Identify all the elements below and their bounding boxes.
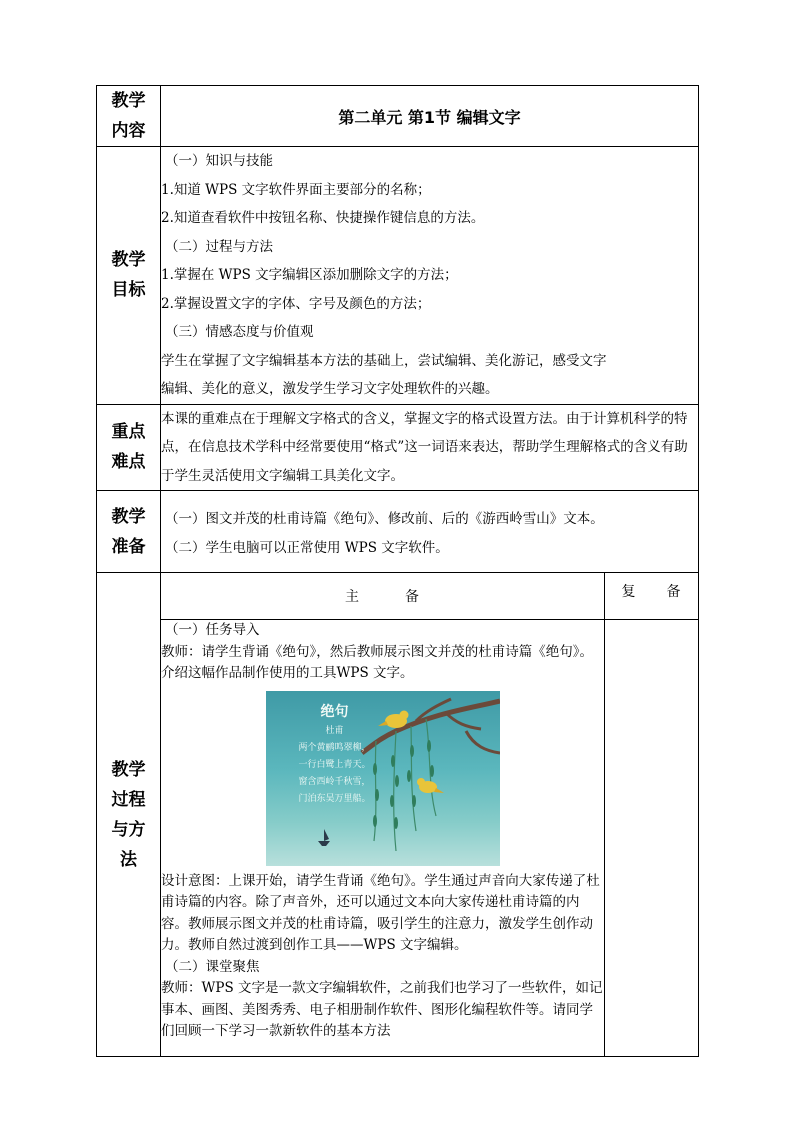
section-heading: （二）课堂聚焦 bbox=[165, 958, 260, 975]
keypoints-label bbox=[97, 404, 161, 491]
poem-line: 窗含西岭千秋雪， bbox=[298, 776, 371, 787]
objective-line: 编辑、美化的意义，激发学生学习文字处理软件的兴趣。 bbox=[161, 381, 499, 397]
poem-line: 门泊东吴万里船。 bbox=[298, 793, 371, 804]
process-paragraph: 教师：WPS 文字是一款文字编辑软件，之前我们也学习了一些软件，如记事本、画图、美图秀秀、电子相册制作软件、图形化编程软件等。请同学们回顾一下学习一款新软件的基本方法 bbox=[161, 980, 603, 1040]
objective-line: 学生在掌握了文字编辑基本方法的基础上，尝试编辑、美化游记，感受文字 bbox=[161, 352, 607, 369]
objective-line: 2.知道查看软件中按钮名称、快捷操作键信息的方法。 bbox=[161, 210, 485, 226]
label-line: 法 bbox=[120, 849, 137, 870]
lesson-title: 第二单元 第1节 编辑文字 bbox=[161, 86, 699, 147]
label-line: 教学 bbox=[111, 759, 146, 780]
objective-line: （三）情感态度与价值观 bbox=[165, 324, 314, 340]
objectives-content bbox=[161, 147, 699, 405]
label-line: 教学 bbox=[111, 250, 146, 271]
keypoints-content bbox=[161, 404, 699, 491]
objective-line: 1.知道 WPS 文字软件界面主要部分的名称； bbox=[161, 181, 431, 198]
label-line: 与方 bbox=[111, 819, 146, 840]
objective-line: （二）过程与方法 bbox=[165, 238, 273, 255]
preparation-label bbox=[97, 491, 161, 573]
preparation-line: （二）学生电脑可以正常使用 WPS 文字软件。 bbox=[165, 539, 449, 556]
poem-text bbox=[280, 701, 390, 808]
objective-line: 1.掌握在 WPS 文字编辑区添加删除文字的方法； bbox=[161, 267, 458, 283]
objective-line: （一）知识与技能 bbox=[165, 153, 273, 169]
preparation-line: （一）图文并茂的杜甫诗篇《绝句》、修改前、后的《游西岭雪山》文本。 bbox=[165, 511, 604, 528]
label-line: 内容 bbox=[111, 121, 146, 141]
keypoints-text: 本课的重难点在于理解文字格式的含义，掌握文字的格式设置方法。由于计算机科学的特点，在信息技术学科中经常要使用“格式”这一词语来表达，帮助学生理解格式的含义有助于学生灵活使用文字编辑工具美化文字。 bbox=[161, 410, 688, 484]
main-prep-content bbox=[161, 620, 605, 1057]
section-heading: （一）任务导入 bbox=[165, 622, 260, 639]
process-label bbox=[97, 573, 161, 1057]
poem-illustration bbox=[266, 691, 500, 866]
review-prep-content bbox=[605, 620, 699, 1057]
title-label bbox=[97, 86, 161, 147]
label-line: 教学 bbox=[111, 506, 146, 527]
preparation-content bbox=[161, 491, 699, 573]
label-line: 难点 bbox=[111, 452, 146, 473]
label-line: 目标 bbox=[111, 280, 146, 301]
process-paragraph: 教师：请学生背诵《绝句》，然后教师展示图文并茂的杜甫诗篇《绝句》。介绍这幅作品制作使用的工具WPS 文字。 bbox=[161, 643, 593, 682]
poem-line: 一行白鹭上青天。 bbox=[298, 759, 371, 770]
poem-author: 杜甫 bbox=[325, 725, 344, 736]
label-line: 过程 bbox=[111, 789, 146, 810]
process-paragraph: 设计意图：上课开始，请学生背诵《绝句》。学生通过声音向大家传递了杜甫诗篇的内容。除了声音外，还可以通过文本向大家传递杜甫诗篇的内容。教师展示图文并茂的杜甫诗篇，吸引学生的注意力，激发学生创作动力。教师自然过渡到创作工具——WPS 文字编辑。 bbox=[161, 872, 600, 954]
boat-icon bbox=[318, 841, 330, 846]
objective-line: 2.掌握设置文字的字体、字号及颜色的方法； bbox=[161, 295, 431, 312]
label-line: 教学 bbox=[111, 91, 146, 111]
main-prep-header: 主 备 bbox=[161, 573, 605, 620]
poem-title: 绝句 bbox=[320, 703, 349, 720]
poem-line: 两个黄鹂鸣翠柳， bbox=[298, 742, 371, 753]
label-line: 重点 bbox=[111, 422, 146, 443]
label-line: 准备 bbox=[111, 536, 146, 557]
objectives-label bbox=[97, 147, 161, 405]
lesson-plan-table bbox=[96, 85, 699, 1057]
review-prep-header: 复 备 bbox=[605, 573, 699, 620]
